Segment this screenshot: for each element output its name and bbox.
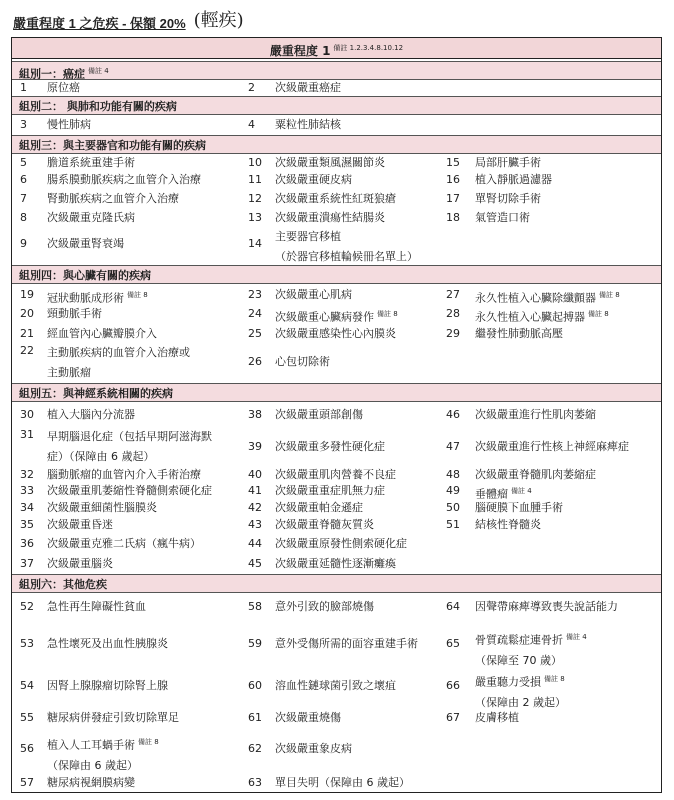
illness-item: 次級嚴重克隆氏病 [47, 211, 135, 224]
illness-item: 垂體瘤 $^{備註 4}$ [475, 487, 532, 501]
item-number: 18 [446, 211, 460, 224]
item-number: 7 [20, 192, 27, 205]
illness-item: 頸動脈手術 [47, 307, 102, 320]
item-number: 49 [446, 484, 460, 497]
illness-item: 植入靜脈過濾器 [475, 173, 552, 186]
title-handwritten-note: (輕疾) [193, 10, 244, 31]
illness-item: 次級嚴重昏迷 [47, 518, 113, 531]
item-number: 2 [248, 81, 255, 94]
illness-item: 氣管造口術 [475, 211, 530, 224]
illness-item: 原位癌 [47, 81, 80, 94]
item-number: 47 [446, 440, 460, 453]
item-number: 24 [248, 307, 262, 320]
illness-item: 次級嚴重燒傷 [275, 711, 341, 724]
illness-item: 次級嚴重肌肉營養不良症 [275, 468, 396, 481]
illness-item: 次級嚴重原發性側索硬化症 [275, 537, 407, 550]
group-header: 組別四：與心臟有關的疾病 [12, 265, 661, 284]
illness-item: 次級嚴重感染性心內膜炎 [275, 327, 396, 340]
illness-item: 溶血性鏈球菌引致之壞疽 [275, 679, 396, 692]
item-number: 1 [20, 81, 27, 94]
illness-item: 意外引致的臉部燒傷 [275, 600, 374, 613]
illness-item: 次級嚴重心臟病發作 $^{備註 8}$ [275, 310, 398, 324]
illness-item: 慢性肺病 [47, 118, 91, 131]
group-header: 組別二： 與肺和功能有關的疾病 [12, 96, 661, 115]
illness-item: 次級嚴重細菌性腦膜炎 [47, 501, 157, 514]
illness-item: 糖尿病併發症引致切除單足 [47, 711, 179, 724]
header-note: 備註 1.2.3.4.8.10.12 [333, 44, 404, 52]
illness-item: 次級嚴重潰瘍性結腸炎 [275, 211, 385, 224]
illness-item: 次級嚴重類風濕關節炎 [275, 156, 385, 169]
item-number: 23 [248, 288, 262, 301]
illness-item: 次級嚴重心肌病 [275, 288, 352, 301]
illness-item: 單目失明（保障由 6 歲起） [275, 776, 410, 789]
item-number: 67 [446, 711, 460, 724]
item-number: 55 [20, 711, 34, 724]
illness-item: 糖尿病視網膜病變 [47, 776, 135, 789]
item-number: 58 [248, 600, 262, 613]
illness-item: 意外受傷所需的面容重建手術 [275, 637, 418, 650]
group-header: 組別六：其他危疾 [12, 574, 661, 593]
illness-item: 嚴重聽力受損 $^{備註 8}$ （保障由 2 歲起） [475, 675, 566, 709]
illness-item: 局部肝臟手術 [475, 156, 541, 169]
item-number: 13 [248, 211, 262, 224]
illness-item: 心包切除術 [275, 355, 330, 368]
item-number: 59 [248, 637, 262, 650]
illness-item: 次級嚴重延髓性逐漸癱瘓 [275, 557, 396, 570]
illness-item: 腦動脈瘤的血管內介入手術治療 [47, 468, 201, 481]
item-number: 33 [20, 484, 34, 497]
item-number: 29 [446, 327, 460, 340]
item-number: 54 [20, 679, 34, 692]
item-number: 21 [20, 327, 34, 340]
item-number: 6 [20, 173, 27, 186]
illness-item: 早期腦退化症（包括早期阿滋海默 症）（保障由 6 歲起） [47, 430, 212, 463]
illness-item: 主動脈疾病的血管介入治療或 主動脈瘤 [47, 346, 190, 379]
illness-item: 粟粒性肺結核 [275, 118, 341, 131]
illness-item: 植入人工耳蝸手術 $^{備註 8}$ （保障由 6 歲起） [47, 738, 159, 772]
title-main: 嚴重程度 1 之危疾 - 保額 20% [13, 16, 186, 31]
item-number: 46 [446, 408, 460, 421]
item-number: 43 [248, 518, 262, 531]
illness-item: 次級嚴重進行性肌肉萎縮 [475, 408, 596, 421]
item-number: 51 [446, 518, 460, 531]
illness-item: 次級嚴重肌萎縮性脊髓側索硬化症 [47, 484, 212, 497]
item-number: 60 [248, 679, 262, 692]
item-number: 20 [20, 307, 34, 320]
item-number: 31 [20, 428, 34, 441]
item-number: 48 [446, 468, 460, 481]
item-number: 65 [446, 637, 460, 650]
illness-item: 主要器官移植 （於器官移植輪候冊名單上） [275, 230, 418, 263]
illness-item: 次級嚴重帕金遜症 [275, 501, 363, 514]
illness-item: 植入大腦內分流器 [47, 408, 135, 421]
illness-table [11, 37, 662, 793]
item-number: 26 [248, 355, 262, 368]
item-number: 14 [248, 237, 262, 250]
illness-item: 繼發性肺動脈高壓 [475, 327, 563, 340]
item-number: 3 [20, 118, 27, 131]
item-number: 34 [20, 501, 34, 514]
group-header: 組別三：與主要器官和功能有關的疾病 [12, 135, 661, 154]
illness-item: 次級嚴重脊髓灰質炎 [275, 518, 374, 531]
header-label: 嚴重程度 1 [269, 44, 331, 58]
item-number: 10 [248, 156, 262, 169]
illness-item: 永久性植入心臟除纖顫器 $^{備註 8}$ [475, 291, 620, 305]
item-number: 50 [446, 501, 460, 514]
item-number: 12 [248, 192, 262, 205]
illness-item: 急性壞死及出血性胰腺炎 [47, 637, 168, 650]
item-number: 4 [248, 118, 255, 131]
item-number: 45 [248, 557, 262, 570]
item-number: 8 [20, 211, 27, 224]
item-number: 42 [248, 501, 262, 514]
illness-item: 次級嚴重多發性硬化症 [275, 440, 385, 453]
illness-item: 腸系膜動脈疾病之血管介入治療 [47, 173, 201, 186]
item-number: 11 [248, 173, 262, 186]
illness-item: 次級嚴重癌症 [275, 81, 341, 94]
illness-item: 膽道系統重建手術 [47, 156, 135, 169]
item-number: 19 [20, 288, 34, 301]
illness-item: 次級嚴重進行性核上神經麻痺症 [475, 440, 629, 453]
illness-item: 經血管內心臟瓣膜介入 [47, 327, 157, 340]
item-number: 25 [248, 327, 262, 340]
item-number: 56 [20, 742, 34, 755]
item-number: 44 [248, 537, 262, 550]
item-number: 15 [446, 156, 460, 169]
illness-item: 腦硬膜下血腫手術 [475, 501, 563, 514]
illness-item: 因聲帶麻痺導致喪失說話能力 [475, 600, 618, 613]
item-number: 66 [446, 679, 460, 692]
item-number: 30 [20, 408, 34, 421]
item-number: 35 [20, 518, 34, 531]
table-header [12, 38, 661, 59]
item-number: 61 [248, 711, 262, 724]
item-number: 57 [20, 776, 34, 789]
item-number: 38 [248, 408, 262, 421]
item-number: 40 [248, 468, 262, 481]
illness-item: 皮膚移植 [475, 711, 519, 724]
item-number: 53 [20, 637, 34, 650]
item-number: 52 [20, 600, 34, 613]
illness-item: 永久性植入心臟起搏器 $^{備註 8}$ [475, 310, 609, 324]
item-number: 17 [446, 192, 460, 205]
illness-item: 次級嚴重象皮病 [275, 742, 352, 755]
document-title [13, 4, 244, 32]
illness-item: 腎動脈疾病之血管介入治療 [47, 192, 179, 205]
item-number: 28 [446, 307, 460, 320]
illness-item: 骨質疏鬆症連骨折 $^{備註 4}$ （保障至 70 歲） [475, 633, 587, 667]
item-number: 22 [20, 344, 34, 357]
illness-item: 次級嚴重腦炎 [47, 557, 113, 570]
illness-item: 因腎上腺腺瘤切除腎上腺 [47, 679, 168, 692]
illness-item: 結核性脊髓炎 [475, 518, 541, 531]
item-number: 64 [446, 600, 460, 613]
item-number: 37 [20, 557, 34, 570]
illness-item: 次級嚴重系統性紅斑狼瘡 [275, 192, 396, 205]
item-number: 63 [248, 776, 262, 789]
illness-item: 冠狀動脈成形術 $^{備註 8}$ [47, 291, 148, 305]
item-number: 41 [248, 484, 262, 497]
item-number: 36 [20, 537, 34, 550]
item-number: 16 [446, 173, 460, 186]
illness-item: 急性再生障礙性貧血 [47, 600, 146, 613]
item-number: 32 [20, 468, 34, 481]
group-header: 組別五：與神經系統相關的疾病 [12, 383, 661, 402]
item-number: 9 [20, 237, 27, 250]
item-number: 5 [20, 156, 27, 169]
illness-item: 次級嚴重頭部創傷 [275, 408, 363, 421]
item-number: 62 [248, 742, 262, 755]
group-header: 組別一：癌症 $^{備註 4}$ [12, 61, 661, 80]
item-number: 39 [248, 440, 262, 453]
illness-item: 單腎切除手術 [475, 192, 541, 205]
illness-item: 次級嚴重克雅二氏病（瘋牛病） [47, 537, 201, 550]
item-number: 27 [446, 288, 460, 301]
illness-item: 次級嚴重硬皮病 [275, 173, 352, 186]
illness-item: 次級嚴重重症肌無力症 [275, 484, 385, 497]
illness-item: 次級嚴重脊髓肌肉萎縮症 [475, 468, 596, 481]
illness-item: 次級嚴重腎衰竭 [47, 237, 124, 250]
